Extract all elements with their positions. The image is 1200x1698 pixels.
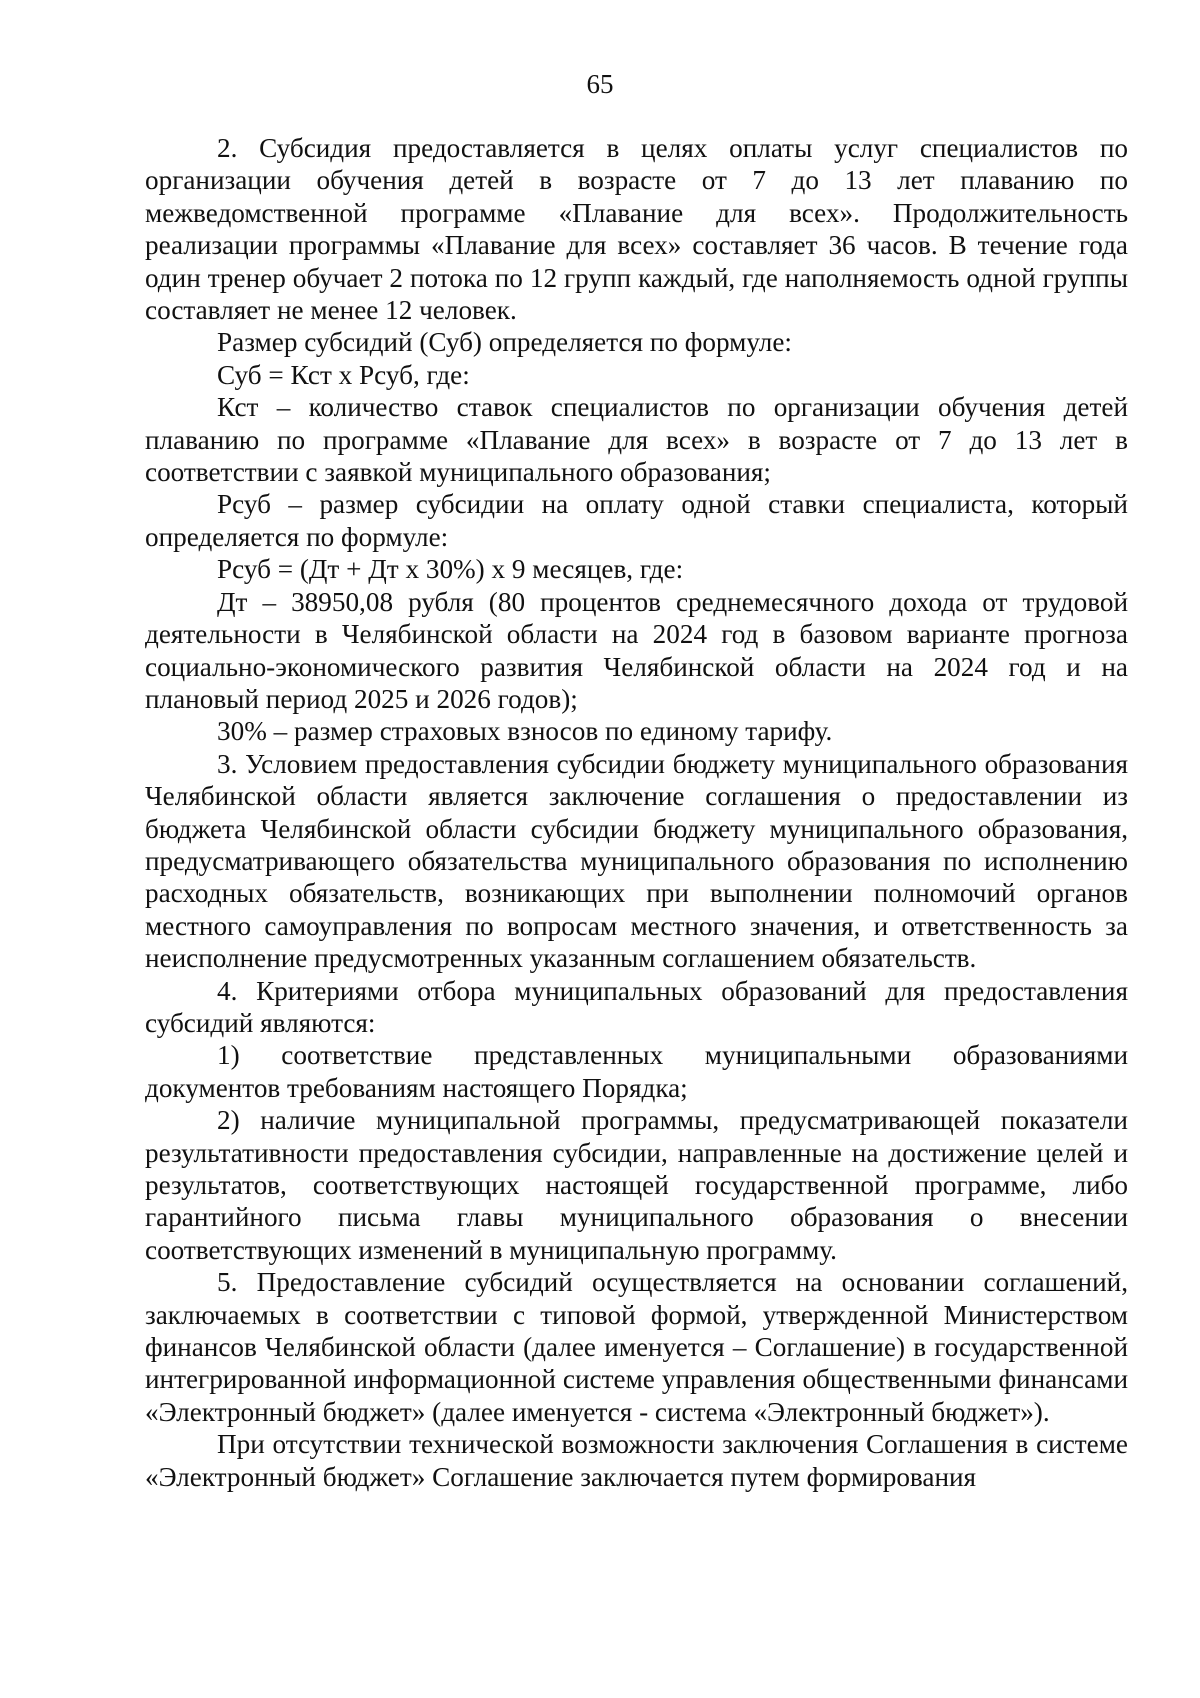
paragraph-subsidy-purpose: 2. Субсидия предоставляется в целях оплаты услуг специалистов по организации обучения детей в возрасте от 7 до 13 лет плаванию по межведомственной программе «Плавание для всех». Продолжительность реализации программы «Плавание для всех» составляет 36 часов. В течение года один тренер обучает 2 потока по 12 групп каждый, где наполняемость одной группы составляет не менее 12 человек.	[145, 133, 1128, 326]
paragraph-agreements: 5. Предоставление субсидий осуществляется на основании соглашений, заключаемых в соответствии с типовой формой, утвержденной Министерством финансов Челябинской области (далее именуется – Соглашение) в государственной интегрированной информационной системе управления общественными финансами «Электронный бюджет» (далее именуется - система «Электронный бюджет»).	[145, 1267, 1128, 1427]
document-body	[145, 132, 1128, 1493]
paragraph-no-technical-possibility: При отсутствии технической возможности заключения Соглашения в системе «Электронный бюджет» Соглашение заключается путем формирования	[145, 1429, 1128, 1492]
paragraph-formula-sub: Суб = Кст х Рсуб, где:	[217, 359, 470, 390]
paragraph-rsub-definition: Рсуб – размер субсидии на оплату одной ставки специалиста, который определяется по формуле:	[145, 489, 1128, 552]
paragraph-kst-definition: Кст – количество ставок специалистов по организации обучения детей плаванию по программе «Плавание для всех» в возрасте от 7 до 13 лет в соответствии с заявкой муниципального образования;	[145, 392, 1128, 488]
paragraph-formula-intro: Размер субсидий (Суб) определяется по формуле:	[217, 327, 792, 358]
paragraph-dt-definition: Дт – 38950,08 рубля (80 процентов среднемесячного дохода от трудовой деятельности в Челябинской области на 2024 год в базовом варианте прогноза социально-экономического развития Челябинской области на 2024 год и на плановый период 2025 и 2026 годов);	[145, 586, 1128, 714]
page-number: 65	[586, 69, 614, 99]
paragraph-formula-rsub: Рсуб = (Дт + Дт х 30%) х 9 месяцев, где:	[217, 554, 684, 585]
paragraph-criteria-intro: 4. Критериями отбора муниципальных образований для предоставления субсидий являются:	[145, 975, 1128, 1038]
paragraph-criterion-2: 2) наличие муниципальной программы, предусматривающей показатели результативности предоставления субсидии, направленные на достижение целей и результатов, соответствующих настоящей государственной программе, либо гарантийного письма главы муниципального образования о внесении соответствующих изменений в муниципальную программу.	[145, 1105, 1128, 1265]
paragraph-insurance-rate: 30% – размер страховых взносов по единому тарифу.	[217, 716, 833, 747]
paragraph-criterion-1: 1) соответствие представленных муниципальными образованиями документов требованиям настоящего Порядка;	[145, 1040, 1128, 1103]
paragraph-condition: 3. Условием предоставления субсидии бюджету муниципального образования Челябинской области является заключение соглашения о предоставлении из бюджета Челябинской области субсидии бюджету муниципального образования, предусматривающего обязательства муниципального образования по исполнению расходных обязательств, возникающих при выполнении полномочий органов местного самоуправления по вопросам местного значения, и ответственность за неисполнение предусмотренных указанным соглашением обязательств.	[145, 748, 1128, 974]
